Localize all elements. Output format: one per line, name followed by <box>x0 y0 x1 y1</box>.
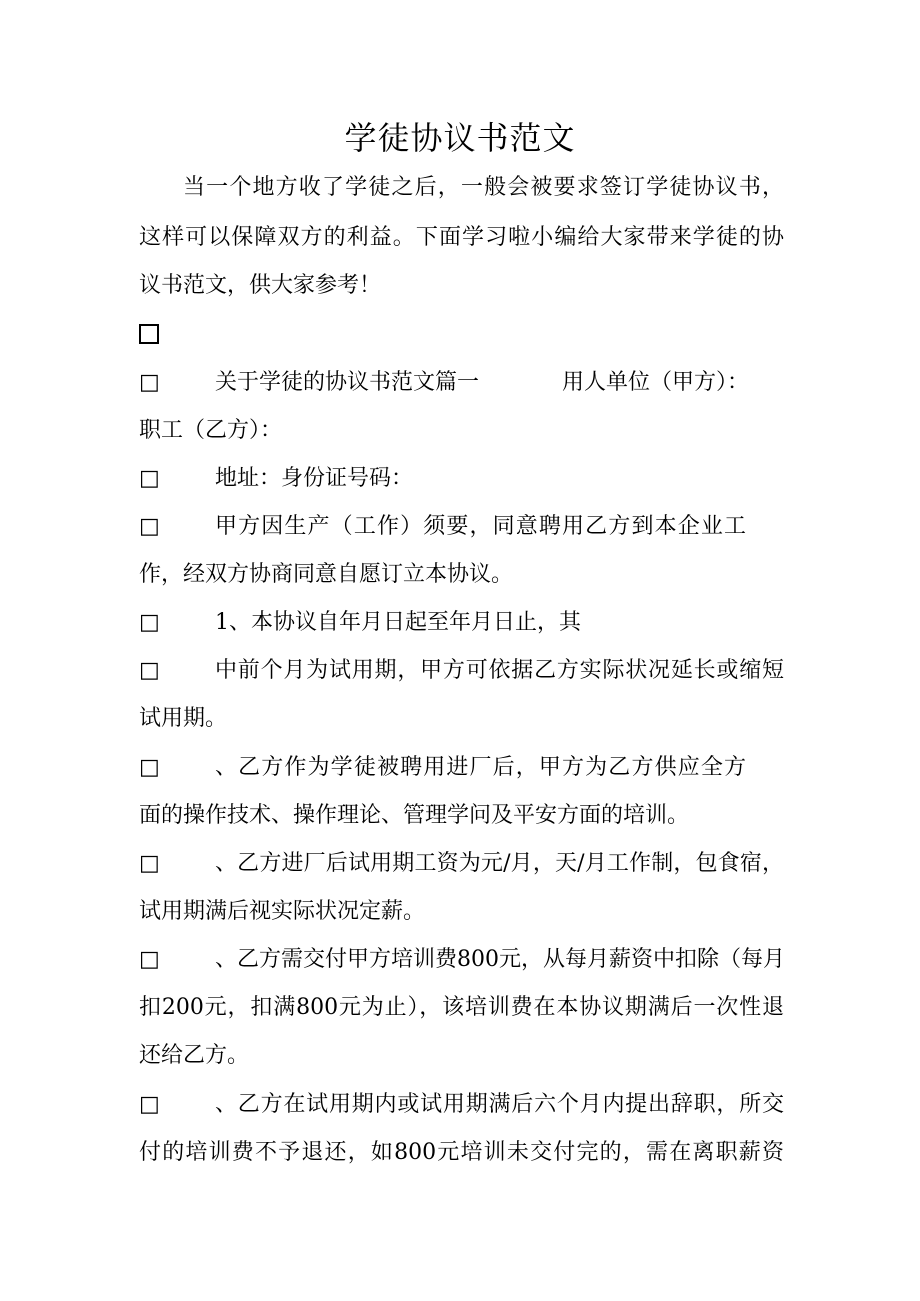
bullet-icon: □ <box>139 514 160 539</box>
intro-line-2: 这样可以保障双方的利益。下面学习啦小编给大家带来学徒的协 <box>139 225 784 250</box>
bullet-icon: □ <box>139 466 160 491</box>
item-5-continuation: 试用期。 <box>139 706 228 731</box>
bullet-icon: □ <box>139 755 160 780</box>
item-6-continuation: 面的操作技术、操作理论、管理学问及平安方面的培训。 <box>139 803 690 828</box>
item-6: 、乙方作为学徒被聘用进厂后，甲方为乙方供应全方 <box>215 755 746 780</box>
item-7: 、乙方进厂后试用期工资为元/月，天/月工作制，包食宿， <box>215 851 784 876</box>
bullet-icon: □ <box>139 851 160 876</box>
item-9: 、乙方在试用期内或试用期满后六个月内提出辞职，所交 <box>215 1092 784 1117</box>
bullet-icon: □ <box>139 658 160 683</box>
document-title: 学徒协议书范文 <box>344 119 576 157</box>
bullet-icon: □ <box>139 610 160 635</box>
item-5: 中前个月为试用期，甲方可依据乙方实际状况延长或缩短 <box>215 658 784 683</box>
item-7-continuation: 试用期满后视实际状况定薪。 <box>139 899 426 924</box>
item-1-continuation: 职工（乙方）： <box>139 418 283 443</box>
bullet-icon: □ <box>139 370 160 395</box>
item-2: 地址：身份证号码： <box>215 466 414 491</box>
bullet-icon: □ <box>139 947 160 972</box>
item-9-continuation: 付的培训费不予退还，如800元培训未交付完的，需在离职薪资 <box>139 1140 784 1165</box>
item-4: 1、本协议自年月日起至年月日止，其 <box>215 610 581 635</box>
intro-line-1: 当一个地方收了学徒之后，一般会被要求签订学徒协议书， <box>183 175 784 200</box>
intro-line-3: 议书范文，供大家参考！ <box>139 273 382 298</box>
item-8-continuation: 扣200元，扣满800元为止），该培训费在本协议期满后一次性退 <box>139 995 784 1020</box>
bullet-icon: □ <box>139 1092 160 1117</box>
item-8-continuation-2: 还给乙方。 <box>139 1043 250 1068</box>
checkbox-icon <box>139 324 159 344</box>
item-3-continuation: 作，经双方协商同意自愿订立本协议。 <box>139 562 514 587</box>
item-8: 、乙方需交付甲方培训费800元，从每月薪资中扣除（每月 <box>215 947 785 972</box>
item-1-right: 用人单位（甲方）： <box>562 370 750 395</box>
item-3: 甲方因生产（工作）须要，同意聘用乙方到本企业工 <box>215 514 746 539</box>
item-1-left: 关于学徒的协议书范文篇一 <box>215 370 480 395</box>
